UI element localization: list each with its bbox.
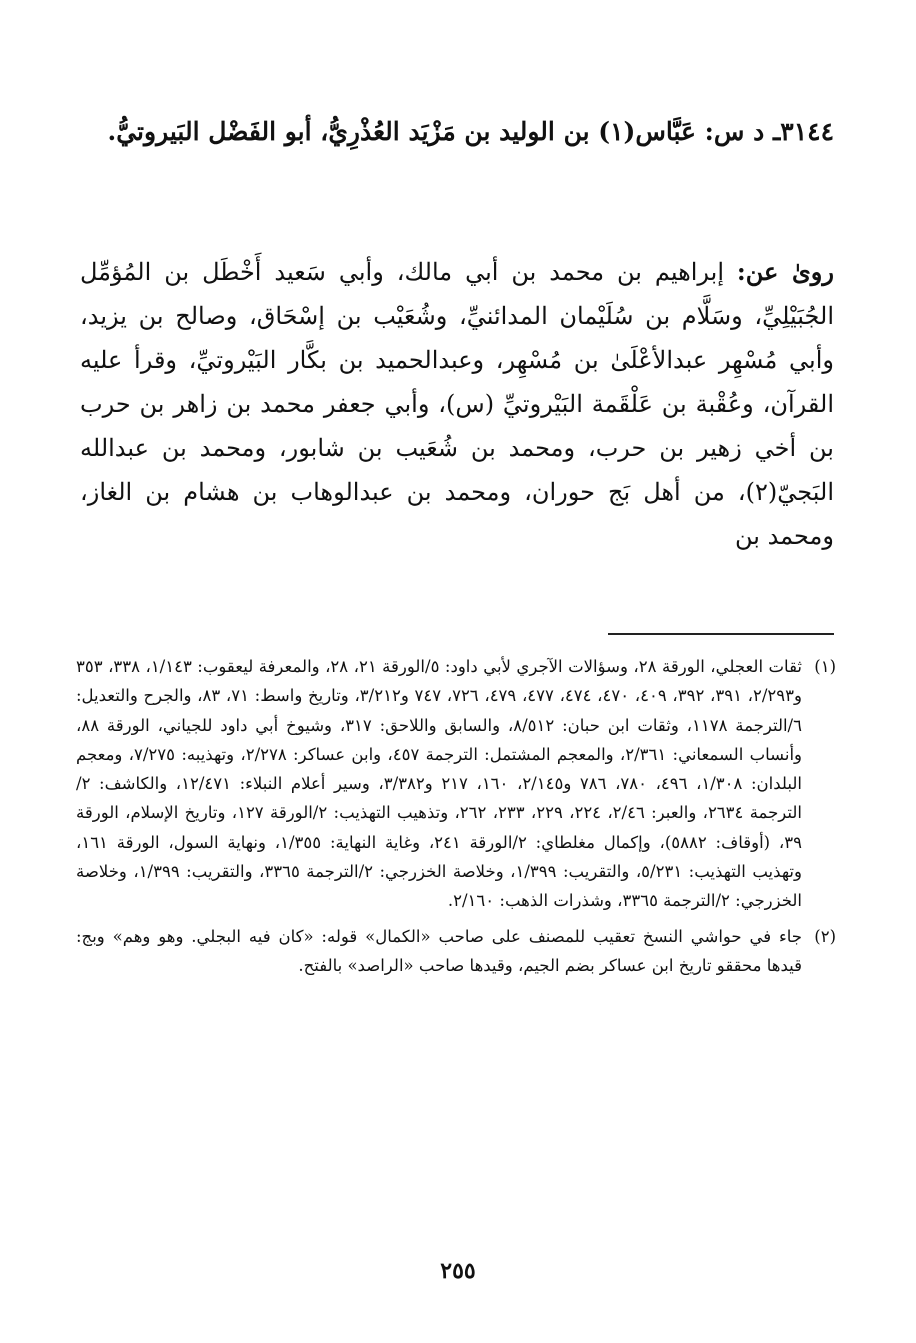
footnote-number: (٢) xyxy=(814,926,836,946)
footnotes xyxy=(76,652,836,980)
footnote-separator xyxy=(608,633,834,635)
entry-heading: ٣١٤٤ـ د س: عَبَّاس(١) بن الوليد بن مَزْيَد العُذْرِيُّ، أبو الفَضْل البَيروتيُّ. xyxy=(107,117,834,146)
footnote-number: (١) xyxy=(814,657,836,676)
footnote-1 xyxy=(76,652,836,916)
entry-body-text: إبراهيم بن محمد بن أبي مالك، وأبي سَعيد أَخْطَل بن المُؤمِّل الجُبَيْلِيِّ، وسَلَّام بن سُلَيْمان المدائنيِّ، وشُعَيْب بن إسْحَاق، وصالح بن يزيد، وأبي مُسْهِر عبدالأعْلَىٰ بن مُسْهِر، وعبدالحميد بن بكَّار البَيْروتيِّ، وقرأ عليه القرآن، وعُقْبة بن عَلْقَمة البَيْروتيِّ (س)، وأبي جعفر محمد بن زاهر بن حرب بن أخي زهير بن حرب، ومحمد بن شُعَيب بن شابور، ومحمد بن عبدالله البَجيّ(٢)، من أهل بَج حوران، ومحمد بن عبدالوهاب بن هشام بن الغاز، ومحمد بن xyxy=(80,258,834,550)
footnote-text: ثقات العجلي، الورقة ٢٨، وسؤالات الآجري لأبي داود: ٥/الورقة ٢١، ٢٨، والمعرفة ليعقوب: ١/١٤٣، ٣٣٨، ٣٥٣ و٢/٢٩٣، ٣٩١، ٣٩٢، ٤٠٩، ٤٧٠، ٤٧٤، ٤٧٧، ٤٧٩، ٧٢٦، ٧٤٧ و٣/٢١٢، وتاريخ واسط: ٧١، ٨٣، والجرح والتعديل: ٦/الترجمة ١١٧٨، وثقات ابن حبان: ٨/٥١٢، والسابق واللاحق: ٣١٧، وشيوخ أبي داود للجياني، الورقة ٨٨، وأنساب السمعاني: ٢/٣٦١، والمعجم المشتمل: الترجمة ٤٥٧، وابن عساكر: ٢/٢٧٨، وتهذيبه: ٧/٢٧٥، ومعجم البلدان: ١/٣٠٨، ٤٩٦، ٧٨٠، ٧٨٦ و٢/١٤٥، ١٦٠، ٢١٧ و٣/٣٨٢، وسير أعلام النبلاء: ١٢/٤٧١، والكاشف: ٢/الترجمة ٢٦٣٤، والعبر: ٢/٤٦، ٢٢٤، ٢٢٩، ٢٣٣، ٢٦٢، وتذهيب التهذيب: ٢/الورقة ١٢٧، وتاريخ الإسلام، الورقة ٣٩، (أوقاف: ٥٨٨٢)، وإكمال مغلطاي: ٢/الورقة ٢٤١، وغاية النهاية: ١/٣٥٥، ونهاية السول، الورقة ١٦١، وتهذيب التهذيب: ٥/٢٣١، والتقريب: ١/٣٩٩، وخلاصة الخزرجي: ٢/الترجمة ٣٣٦٥، والتقريب: ١/٣٩٩، وخلاصة الخزرجي: ٢/الترجمة ٣٣٦٥، وشذرات الذهب: ٢/١٦٠. xyxy=(76,657,803,911)
footnote-2 xyxy=(76,922,836,981)
page-number: ٢٥٥ xyxy=(440,1258,476,1284)
footnote-text: جاء في حواشي النسخ تعقيب للمصنف على صاحب «الكمال» قوله: «كان فيه البجلي. وهو وهم» وبج: قيدها محققو تاريخ ابن عساكر بضم الجيم، وقيدها صاحب «الراصد» بالفتح. xyxy=(76,926,802,975)
entry-body xyxy=(80,250,834,558)
narrated-from-label: روىٰ عن: xyxy=(736,257,834,286)
